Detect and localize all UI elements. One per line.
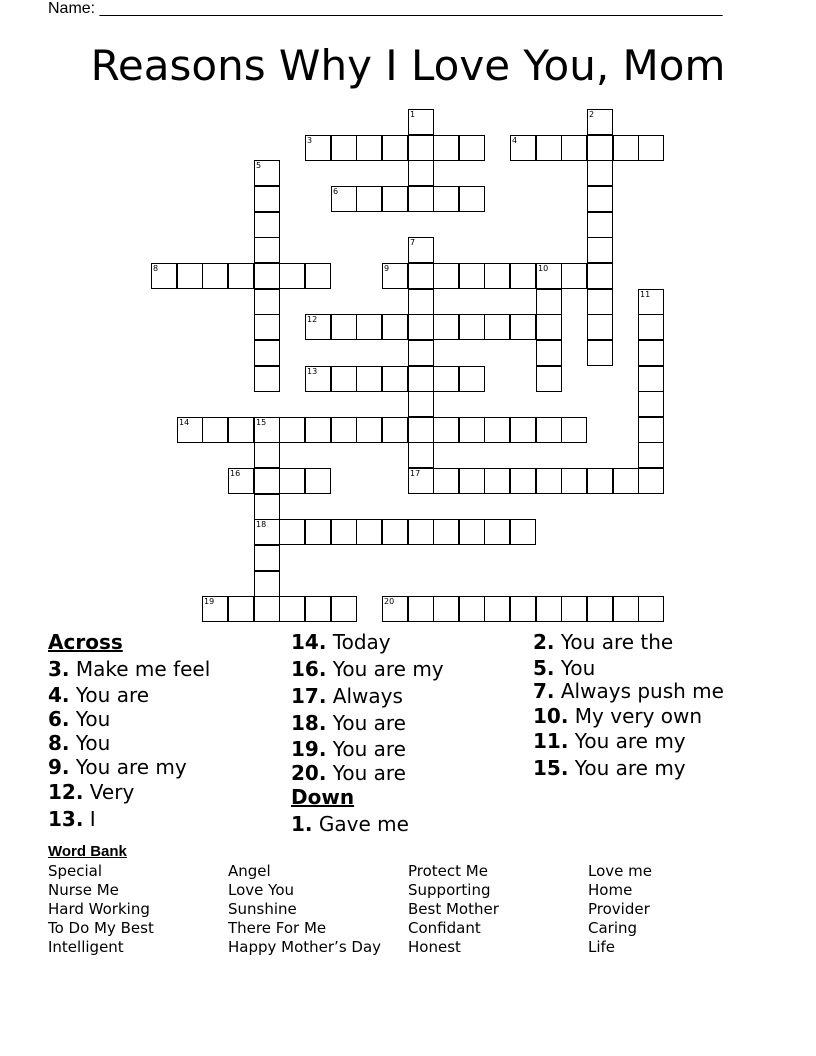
grid-cell[interactable] <box>408 366 434 392</box>
grid-cell[interactable] <box>254 571 280 597</box>
clue-item-text: Make me feel <box>75 657 211 681</box>
grid-cell[interactable] <box>561 596 587 622</box>
grid-cell[interactable] <box>433 596 459 622</box>
grid-cell[interactable] <box>510 519 536 545</box>
grid-cell[interactable] <box>356 186 382 212</box>
clue-item <box>291 683 531 710</box>
grid-cell[interactable] <box>510 596 536 622</box>
word-bank-item: Best Mother <box>408 900 499 918</box>
clue-number: 16 <box>230 469 241 478</box>
clue-number: 7 <box>410 238 416 247</box>
grid-cell[interactable] <box>587 186 613 212</box>
clue-item-number: 8. <box>48 731 70 755</box>
grid-cell[interactable] <box>536 135 562 161</box>
clue-item-text: Always push me <box>560 679 724 703</box>
clue-item-text: You are <box>75 683 150 707</box>
clue-item-number: 4. <box>48 683 70 707</box>
clue-number: 8 <box>153 264 159 273</box>
grid-cell[interactable] <box>536 468 562 494</box>
grid-cell[interactable] <box>151 263 177 289</box>
grid-cell[interactable] <box>459 519 485 545</box>
grid-cell[interactable] <box>561 417 587 443</box>
clue-item <box>533 704 733 728</box>
clue-item-number: 14. <box>291 630 327 654</box>
clue-item <box>48 779 288 806</box>
clue-number: 1 <box>410 110 416 119</box>
grid-cell[interactable] <box>433 417 459 443</box>
grid-cell[interactable] <box>459 596 485 622</box>
grid-cell[interactable] <box>305 468 331 494</box>
word-bank-item: Protect Me <box>408 862 488 880</box>
grid-cell[interactable] <box>561 135 587 161</box>
grid-cell[interactable] <box>279 263 305 289</box>
grid-cell[interactable] <box>382 519 408 545</box>
clue-item-number: 13. <box>48 807 84 831</box>
grid-cell[interactable] <box>459 417 485 443</box>
clue-item-number: 18. <box>291 711 327 735</box>
clue-item <box>533 628 733 656</box>
grid-cell[interactable] <box>254 263 280 289</box>
grid-cell[interactable] <box>254 237 280 263</box>
clue-item <box>533 656 733 680</box>
grid-cell[interactable] <box>587 468 613 494</box>
clue-item-number: 15. <box>533 756 569 780</box>
clue-item <box>291 710 531 737</box>
grid-cell[interactable] <box>433 468 459 494</box>
grid-cell[interactable] <box>408 237 434 263</box>
grid-cell[interactable] <box>587 237 613 263</box>
clue-item-text: You are my <box>574 756 686 780</box>
clue-number: 13 <box>307 367 318 376</box>
word-bank-item: Sunshine <box>228 900 297 918</box>
clue-item-text: You <box>560 656 596 680</box>
clue-item-number: 7. <box>533 679 555 703</box>
clue-item-number: 1. <box>291 812 313 836</box>
word-bank-item: Love me <box>588 862 652 880</box>
clues-column-2 <box>291 628 531 839</box>
clue-item-text: My very own <box>574 704 703 728</box>
grid-cell[interactable] <box>638 340 664 366</box>
grid-cell[interactable] <box>228 417 254 443</box>
grid-cell[interactable] <box>254 366 280 392</box>
clue-item <box>48 731 288 755</box>
grid-cell[interactable] <box>587 340 613 366</box>
grid-cell[interactable] <box>408 314 434 340</box>
grid-cell[interactable] <box>587 212 613 238</box>
word-bank-item: Honest <box>408 938 461 956</box>
grid-cell[interactable] <box>459 186 485 212</box>
grid-cell[interactable] <box>613 596 639 622</box>
page-title: Reasons Why I Love You, Mom <box>90 41 726 90</box>
grid-cell[interactable] <box>331 417 357 443</box>
word-bank-item: Love You <box>228 881 294 899</box>
grid-cell[interactable] <box>254 340 280 366</box>
grid-cell[interactable] <box>254 519 280 545</box>
clue-number: 2 <box>589 110 595 119</box>
grid-cell[interactable] <box>638 442 664 468</box>
grid-cell[interactable] <box>433 519 459 545</box>
grid-cell[interactable] <box>228 596 254 622</box>
grid-cell[interactable] <box>382 596 408 622</box>
grid-cell[interactable] <box>510 468 536 494</box>
clue-number: 20 <box>384 597 395 606</box>
word-bank-column-4 <box>588 862 652 957</box>
grid-cell[interactable] <box>254 545 280 571</box>
grid-cell[interactable] <box>305 263 331 289</box>
grid-cell[interactable] <box>484 519 510 545</box>
grid-cell[interactable] <box>408 186 434 212</box>
clue-item-number: 3. <box>48 657 70 681</box>
clue-item-text: Always <box>332 684 403 708</box>
clues-column-1 <box>48 628 288 833</box>
grid-cell[interactable] <box>510 135 536 161</box>
grid-cell[interactable] <box>510 314 536 340</box>
clue-item <box>291 737 531 761</box>
grid-cell[interactable] <box>638 289 664 315</box>
grid-cell[interactable] <box>638 366 664 392</box>
grid-cell[interactable] <box>254 468 280 494</box>
grid-cell[interactable] <box>177 263 203 289</box>
grid-cell[interactable] <box>356 519 382 545</box>
grid-cell[interactable] <box>433 263 459 289</box>
word-bank-item: Home <box>588 881 633 899</box>
clue-item <box>291 656 531 683</box>
clue-item-number: 10. <box>533 704 569 728</box>
grid-cell[interactable] <box>254 442 280 468</box>
grid-cell[interactable] <box>613 135 639 161</box>
grid-cell[interactable] <box>202 417 228 443</box>
clue-item <box>48 707 288 731</box>
grid-cell[interactable] <box>510 417 536 443</box>
grid-cell[interactable] <box>433 314 459 340</box>
clue-item-text: You are <box>332 711 406 735</box>
clue-item <box>533 728 733 755</box>
grid-cell[interactable] <box>254 160 280 186</box>
word-bank-item: Angel <box>228 862 271 880</box>
grid-cell[interactable] <box>408 417 434 443</box>
clue-item-number: 17. <box>291 684 327 708</box>
grid-cell[interactable] <box>638 596 664 622</box>
grid-cell[interactable] <box>254 289 280 315</box>
grid-cell[interactable] <box>587 314 613 340</box>
grid-cell[interactable] <box>638 468 664 494</box>
grid-cell[interactable] <box>254 314 280 340</box>
grid-cell[interactable] <box>408 340 434 366</box>
grid-cell[interactable] <box>408 391 434 417</box>
grid-cell[interactable] <box>561 468 587 494</box>
grid-cell[interactable] <box>484 263 510 289</box>
word-bank-item: There For Me <box>228 919 327 937</box>
grid-cell[interactable] <box>279 596 305 622</box>
clue-number: 10 <box>538 264 549 273</box>
grid-cell[interactable] <box>459 314 485 340</box>
grid-cell[interactable] <box>331 186 357 212</box>
grid-cell[interactable] <box>202 596 228 622</box>
word-bank-item: Supporting <box>408 881 491 899</box>
clue-item-text: I <box>89 807 96 831</box>
clue-number: 5 <box>256 161 262 170</box>
grid-cell[interactable] <box>408 596 434 622</box>
grid-cell[interactable] <box>408 442 434 468</box>
clue-number: 12 <box>307 315 318 324</box>
grid-cell[interactable] <box>331 519 357 545</box>
clue-item <box>48 656 288 683</box>
grid-cell[interactable] <box>356 417 382 443</box>
grid-cell[interactable] <box>536 314 562 340</box>
grid-cell[interactable] <box>382 417 408 443</box>
clue-item-text: You are <box>332 761 406 785</box>
clue-item-text: You are the <box>560 630 674 654</box>
grid-cell[interactable] <box>587 135 613 161</box>
grid-cell[interactable] <box>510 263 536 289</box>
name-field[interactable]: Name: ______________________________________________________________________ <box>48 0 723 17</box>
clue-number: 17 <box>410 469 421 478</box>
grid-cell[interactable] <box>459 263 485 289</box>
grid-cell[interactable] <box>408 109 434 135</box>
clue-item-number: 16. <box>291 657 327 681</box>
clue-item-text: You are my <box>574 729 686 753</box>
grid-cell[interactable] <box>638 135 664 161</box>
grid-cell[interactable] <box>587 263 613 289</box>
clue-item-text: You are my <box>332 657 444 681</box>
clue-number: 14 <box>179 418 190 427</box>
clue-number: 4 <box>512 136 518 145</box>
clue-item <box>291 761 531 785</box>
clue-number: 19 <box>204 597 215 606</box>
word-bank-column-2 <box>228 862 381 957</box>
clue-item-text: You <box>75 707 111 731</box>
grid-cell[interactable] <box>484 417 510 443</box>
down-heading: Down <box>291 785 355 809</box>
clue-item-text: You <box>75 731 111 755</box>
word-bank-item: Special <box>48 862 103 880</box>
grid-cell[interactable] <box>382 314 408 340</box>
word-bank-heading: Word Bank <box>48 843 127 860</box>
grid-cell[interactable] <box>536 417 562 443</box>
grid-cell[interactable] <box>408 135 434 161</box>
grid-cell[interactable] <box>408 289 434 315</box>
clue-item <box>533 680 733 702</box>
word-bank-item: Life <box>588 938 616 956</box>
clue-item-text: Very <box>89 780 135 804</box>
grid-cell[interactable] <box>484 468 510 494</box>
word-bank-item: Provider <box>588 900 650 918</box>
word-bank-item: Intelligent <box>48 938 124 956</box>
grid-cell[interactable] <box>433 135 459 161</box>
grid-cell[interactable] <box>587 109 613 135</box>
grid-cell[interactable] <box>254 494 280 520</box>
grid-cell[interactable] <box>408 519 434 545</box>
grid-cell[interactable] <box>254 186 280 212</box>
clue-number: 18 <box>256 520 267 529</box>
grid-cell[interactable] <box>613 468 639 494</box>
clue-item-number: 20. <box>291 761 327 785</box>
grid-cell[interactable] <box>305 135 331 161</box>
grid-cell[interactable] <box>382 263 408 289</box>
grid-cell[interactable] <box>254 212 280 238</box>
word-bank-item: Confidant <box>408 919 481 937</box>
grid-cell[interactable] <box>382 366 408 392</box>
grid-cell[interactable] <box>433 186 459 212</box>
clue-item <box>291 628 531 656</box>
clue-item-number: 5. <box>533 656 555 680</box>
grid-cell[interactable] <box>305 314 331 340</box>
grid-cell[interactable] <box>638 391 664 417</box>
clues-column-3 <box>533 628 733 782</box>
grid-cell[interactable] <box>459 366 485 392</box>
word-bank-column-3 <box>408 862 499 957</box>
grid-cell[interactable] <box>536 366 562 392</box>
clue-item <box>48 806 288 833</box>
word-bank-item: Hard Working <box>48 900 150 918</box>
clue-item-text: You are my <box>75 755 187 779</box>
clue-item <box>291 809 531 839</box>
grid-cell[interactable] <box>177 417 203 443</box>
grid-cell[interactable] <box>536 340 562 366</box>
grid-cell[interactable] <box>331 596 357 622</box>
grid-cell[interactable] <box>305 519 331 545</box>
grid-cell[interactable] <box>254 417 280 443</box>
grid-cell[interactable] <box>331 366 357 392</box>
grid-cell[interactable] <box>408 160 434 186</box>
clue-item-number: 9. <box>48 755 70 779</box>
word-bank-item: Happy Mother’s Day <box>228 938 382 956</box>
grid-cell[interactable] <box>331 135 357 161</box>
clue-item-text: Gave me <box>318 812 409 836</box>
grid-cell[interactable] <box>587 160 613 186</box>
grid-cell[interactable] <box>202 263 228 289</box>
across-heading: Across <box>48 630 123 654</box>
grid-cell[interactable] <box>536 289 562 315</box>
clue-number: 3 <box>307 136 313 145</box>
grid-cell[interactable] <box>331 314 357 340</box>
clue-item-text: You are <box>332 737 406 761</box>
grid-cell[interactable] <box>305 596 331 622</box>
clue-number: 9 <box>384 264 390 273</box>
grid-cell[interactable] <box>459 468 485 494</box>
grid-cell[interactable] <box>305 366 331 392</box>
word-bank-column-1 <box>48 862 154 957</box>
grid-cell[interactable] <box>382 135 408 161</box>
clue-item-number: 11. <box>533 729 569 753</box>
grid-cell[interactable] <box>484 596 510 622</box>
clue-item <box>533 755 733 782</box>
grid-cell[interactable] <box>408 263 434 289</box>
grid-cell[interactable] <box>356 135 382 161</box>
clue-item-number: 12. <box>48 780 84 804</box>
grid-cell[interactable] <box>279 468 305 494</box>
grid-cell[interactable] <box>536 263 562 289</box>
word-bank-item: To Do My Best <box>48 919 154 937</box>
clue-item <box>48 683 288 707</box>
clue-item-number: 19. <box>291 737 327 761</box>
grid-cell[interactable] <box>279 519 305 545</box>
word-bank-item: Nurse Me <box>48 881 119 899</box>
clue-item-number: 2. <box>533 630 555 654</box>
grid-cell[interactable] <box>382 186 408 212</box>
grid-cell[interactable] <box>561 263 587 289</box>
grid-cell[interactable] <box>228 468 254 494</box>
clue-item-number: 6. <box>48 707 70 731</box>
clue-item <box>48 755 288 779</box>
grid-cell[interactable] <box>459 135 485 161</box>
clue-item-text: Today <box>332 630 391 654</box>
grid-cell[interactable] <box>279 417 305 443</box>
grid-cell[interactable] <box>536 596 562 622</box>
grid-cell[interactable] <box>305 417 331 443</box>
grid-cell[interactable] <box>356 366 382 392</box>
grid-cell[interactable] <box>254 596 280 622</box>
grid-cell[interactable] <box>587 596 613 622</box>
clue-number: 11 <box>640 290 651 299</box>
grid-cell[interactable] <box>408 468 434 494</box>
grid-cell[interactable] <box>228 263 254 289</box>
grid-cell[interactable] <box>587 289 613 315</box>
clue-number: 15 <box>256 418 267 427</box>
grid-cell[interactable] <box>433 366 459 392</box>
grid-cell[interactable] <box>638 314 664 340</box>
grid-cell[interactable] <box>638 417 664 443</box>
word-bank-item: Caring <box>588 919 638 937</box>
clue-number: 6 <box>333 187 339 196</box>
grid-cell[interactable] <box>484 314 510 340</box>
grid-cell[interactable] <box>356 314 382 340</box>
